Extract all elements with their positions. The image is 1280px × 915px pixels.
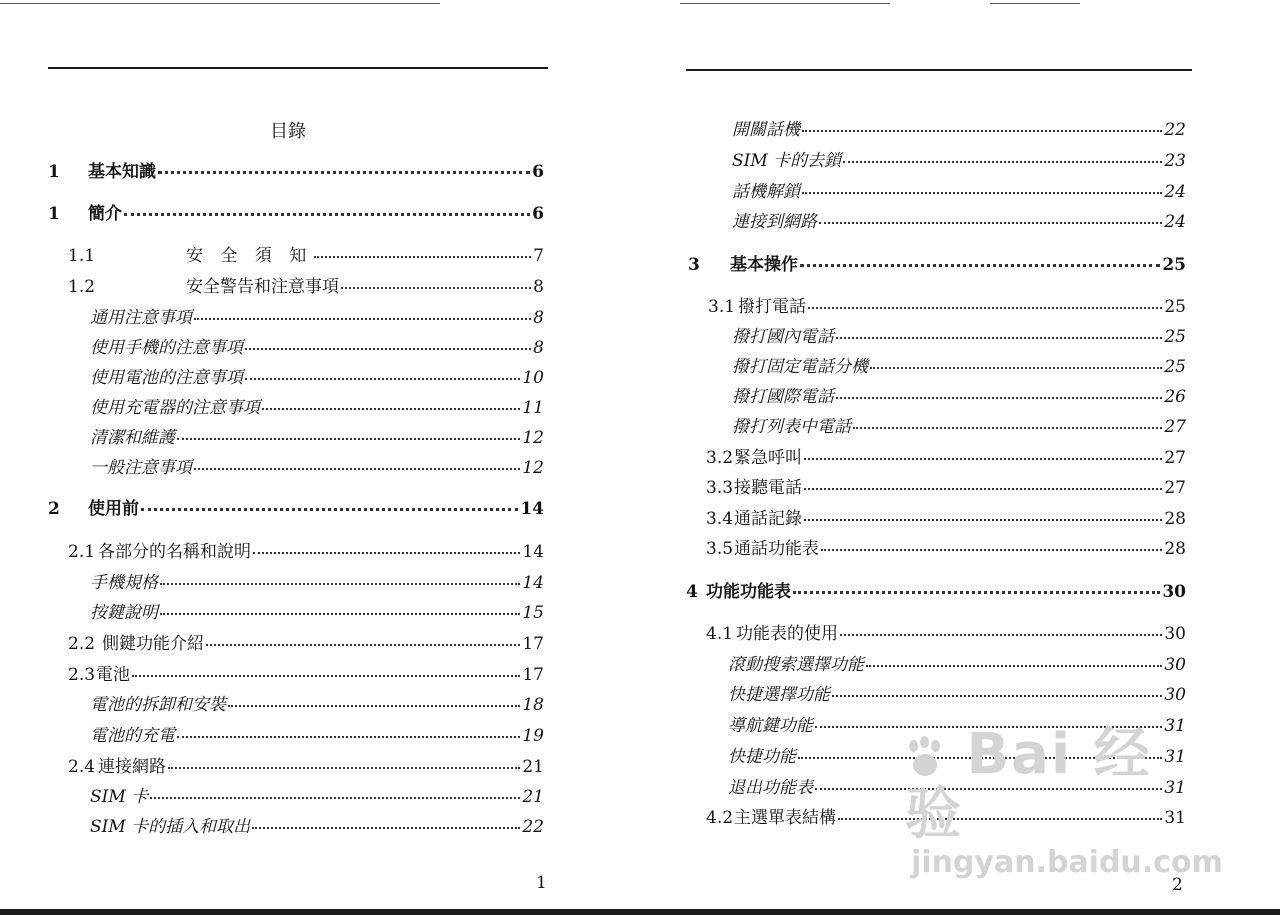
entry-page: 31 bbox=[1164, 716, 1186, 736]
entry-label: 功能功能表 bbox=[706, 582, 791, 602]
toc-entry[interactable] bbox=[48, 161, 544, 183]
baidu-watermark bbox=[905, 722, 1223, 880]
entry-page: 23 bbox=[1164, 151, 1186, 171]
entry-page: 25 bbox=[1164, 297, 1186, 317]
toc-entry[interactable] bbox=[90, 694, 544, 716]
entry-page: 26 bbox=[1164, 387, 1186, 407]
entry-page: 22 bbox=[522, 817, 544, 837]
entry-label: 撥打國內電話 bbox=[732, 327, 834, 347]
section-number: 2.4 bbox=[68, 757, 96, 777]
entry-label: 使用電池的注意事項 bbox=[90, 368, 243, 388]
dot-leader bbox=[262, 408, 520, 410]
dot-leader bbox=[141, 508, 518, 511]
section-number: 1.2 bbox=[68, 277, 96, 297]
entry-label: 簡介 bbox=[88, 204, 122, 224]
toc-entry[interactable] bbox=[68, 245, 544, 267]
toc-entry[interactable] bbox=[90, 367, 544, 389]
entry-page: 14 bbox=[522, 573, 544, 593]
entry-label: 緊急呼叫 bbox=[734, 448, 802, 468]
section-number: 4 bbox=[686, 582, 698, 602]
toc-entry[interactable] bbox=[728, 684, 1186, 706]
entry-label: 電池的拆卸和安裝 bbox=[90, 695, 226, 715]
dot-leader bbox=[808, 307, 1162, 309]
entry-page: 27 bbox=[1164, 478, 1186, 498]
toc-entry[interactable] bbox=[90, 397, 544, 419]
entry-page: 21 bbox=[522, 757, 544, 777]
entry-page: 31 bbox=[1164, 808, 1186, 828]
dot-leader bbox=[150, 797, 520, 799]
entry-page: 17 bbox=[522, 665, 544, 685]
entry-label: 撥打電話 bbox=[738, 297, 806, 317]
entry-page: 28 bbox=[1164, 539, 1186, 559]
toc-entry[interactable] bbox=[90, 307, 544, 329]
section-number: 3.5 bbox=[706, 539, 734, 559]
dot-leader bbox=[177, 438, 520, 440]
entry-page: 12 bbox=[522, 428, 544, 448]
dot-leader bbox=[804, 519, 1162, 521]
entry-page: 25 bbox=[1164, 327, 1186, 347]
entry-page: 17 bbox=[522, 634, 544, 654]
entry-label: 按鍵說明 bbox=[90, 603, 158, 623]
toc-entry[interactable] bbox=[728, 654, 1186, 676]
dot-leader bbox=[253, 552, 520, 554]
toc-entry[interactable] bbox=[68, 276, 544, 298]
toc-entry[interactable] bbox=[68, 756, 544, 778]
toc-entry[interactable] bbox=[732, 326, 1186, 348]
left-page bbox=[0, 0, 600, 915]
dot-leader bbox=[832, 695, 1162, 697]
entry-page: 15 bbox=[522, 603, 544, 623]
toc-entry[interactable] bbox=[48, 203, 544, 225]
entry-page: 30 bbox=[1164, 624, 1186, 644]
dot-leader bbox=[840, 634, 1162, 636]
toc-entry[interactable] bbox=[68, 633, 544, 655]
dot-leader bbox=[158, 171, 530, 174]
entry-page: 24 bbox=[1164, 212, 1186, 232]
entry-label: 導航鍵功能 bbox=[728, 716, 813, 736]
entry-label: 手機規格 bbox=[90, 573, 158, 593]
entry-label: SIM 卡 bbox=[90, 787, 149, 807]
dot-leader bbox=[853, 427, 1162, 429]
entry-page: 22 bbox=[1164, 120, 1186, 140]
section-number: 1 bbox=[48, 162, 60, 182]
toc-entry[interactable] bbox=[90, 572, 544, 594]
dot-leader bbox=[870, 367, 1162, 369]
entry-label: 電池的充電 bbox=[90, 726, 175, 746]
entry-label: 連接到網路 bbox=[732, 212, 817, 232]
toc-entry[interactable] bbox=[90, 337, 544, 359]
entry-label: 使用充電器的注意事項 bbox=[90, 398, 260, 418]
dot-leader bbox=[804, 488, 1162, 490]
dot-leader bbox=[843, 161, 1162, 163]
left-header-rule bbox=[48, 67, 548, 69]
dot-leader bbox=[252, 827, 520, 829]
toc-entry[interactable] bbox=[708, 296, 1186, 318]
entry-label: 使用前 bbox=[88, 499, 139, 519]
entry-label: 開關話機 bbox=[732, 120, 800, 140]
entry-page: 7 bbox=[533, 246, 544, 266]
entry-page: 8 bbox=[533, 308, 544, 328]
entry-page: 25 bbox=[1162, 255, 1186, 275]
entry-label: 通話記錄 bbox=[734, 509, 802, 529]
entry-page: 25 bbox=[1164, 357, 1186, 377]
entry-page: 31 bbox=[1164, 778, 1186, 798]
dot-leader bbox=[132, 675, 520, 677]
entry-page: 27 bbox=[1164, 448, 1186, 468]
entry-label: 電池 bbox=[96, 665, 130, 685]
entry-label: 主選單表結構 bbox=[734, 808, 836, 828]
dot-leader bbox=[160, 583, 520, 585]
entry-label: 側鍵功能介紹 bbox=[102, 634, 204, 654]
toc-entry[interactable] bbox=[732, 150, 1186, 172]
entry-page: 8 bbox=[533, 338, 544, 358]
entry-label: 安 全 須 知 bbox=[186, 246, 313, 266]
toc-entry[interactable] bbox=[706, 447, 1186, 469]
scan-bottom-edge bbox=[0, 909, 1280, 915]
toc-entry[interactable] bbox=[90, 816, 544, 838]
section-number: 3 bbox=[688, 255, 700, 275]
watermark-url: jingyan.baidu.com bbox=[911, 845, 1223, 880]
toc-entry[interactable] bbox=[732, 211, 1186, 233]
entry-page: 30 bbox=[1164, 655, 1186, 675]
entry-page: 28 bbox=[1164, 509, 1186, 529]
entry-label: 話機解鎖 bbox=[732, 182, 800, 202]
entry-page: 18 bbox=[522, 695, 544, 715]
entry-page: 30 bbox=[1162, 582, 1186, 602]
section-number: 3.1 bbox=[708, 297, 736, 317]
entry-label: 撥打列表中電話 bbox=[732, 417, 851, 437]
entry-label: 快捷功能 bbox=[728, 747, 796, 767]
dot-leader bbox=[194, 468, 520, 470]
section-number: 2.2 bbox=[68, 634, 96, 654]
section-number: 2.3 bbox=[68, 665, 96, 685]
entry-label: SIM 卡的插入和取出 bbox=[90, 817, 251, 837]
dot-leader bbox=[341, 287, 531, 289]
watermark-brand bbox=[905, 722, 1195, 847]
page-number-right: 2 bbox=[1172, 875, 1183, 895]
section-number: 2.1 bbox=[68, 542, 96, 562]
dot-leader bbox=[819, 222, 1162, 224]
dot-leader bbox=[245, 348, 531, 350]
watermark-brand-text: Bai 经验 bbox=[905, 722, 1152, 847]
entry-page: 11 bbox=[522, 398, 544, 418]
toc-entry[interactable] bbox=[706, 477, 1186, 499]
entry-page: 24 bbox=[1164, 182, 1186, 202]
entry-label: 各部分的名稱和說明 bbox=[98, 542, 251, 562]
toc-title: 目錄 bbox=[270, 121, 306, 142]
toc-entry[interactable] bbox=[90, 725, 544, 747]
entry-page: 6 bbox=[532, 204, 544, 224]
toc-entry[interactable] bbox=[90, 786, 544, 808]
dot-leader bbox=[206, 644, 520, 646]
entry-label: 安全警告和注意事項 bbox=[186, 277, 339, 297]
right-header-rule bbox=[686, 69, 1192, 71]
entry-label: 通話功能表 bbox=[734, 539, 819, 559]
entry-label: 基本知識 bbox=[88, 162, 156, 182]
paw-icon bbox=[905, 736, 945, 780]
entry-label: 快捷選擇功能 bbox=[728, 685, 830, 705]
toc-entry[interactable] bbox=[48, 498, 544, 520]
entry-page: 19 bbox=[522, 726, 544, 746]
toc-entry[interactable] bbox=[732, 181, 1186, 203]
entry-label: SIM 卡的去鎖 bbox=[732, 151, 842, 171]
entry-page: 14 bbox=[520, 499, 544, 519]
toc-entry[interactable] bbox=[90, 427, 544, 449]
toc-entry[interactable] bbox=[732, 356, 1186, 378]
entry-label: 退出功能表 bbox=[728, 778, 813, 798]
toc-entry[interactable] bbox=[686, 581, 1186, 603]
page-number-left: 1 bbox=[536, 873, 547, 893]
section-number: 2 bbox=[48, 499, 60, 519]
toc-entry[interactable] bbox=[706, 508, 1186, 530]
entry-label: 接聽電話 bbox=[734, 478, 802, 498]
dot-leader bbox=[802, 192, 1162, 194]
section-number: 3.3 bbox=[706, 478, 734, 498]
dot-leader bbox=[800, 264, 1160, 267]
entry-label: 撥打固定電話分機 bbox=[732, 357, 868, 377]
toc-entry[interactable] bbox=[706, 538, 1186, 560]
dot-leader bbox=[168, 767, 520, 769]
dot-leader bbox=[228, 705, 520, 707]
entry-page: 21 bbox=[522, 787, 544, 807]
toc-entry[interactable] bbox=[732, 386, 1186, 408]
toc-entry[interactable] bbox=[688, 254, 1186, 276]
toc-entry[interactable] bbox=[732, 119, 1186, 141]
dot-leader bbox=[793, 591, 1160, 594]
dot-leader bbox=[124, 213, 530, 216]
dot-leader bbox=[177, 736, 520, 738]
section-number: 4.1 bbox=[706, 624, 734, 644]
entry-label: 通用注意事項 bbox=[90, 308, 192, 328]
entry-page: 10 bbox=[522, 368, 544, 388]
entry-page: 6 bbox=[532, 162, 544, 182]
entry-label: 連接網路 bbox=[98, 757, 166, 777]
toc-entry[interactable] bbox=[90, 602, 544, 624]
section-number: 1 bbox=[48, 204, 60, 224]
dot-leader bbox=[194, 318, 531, 320]
entry-label: 基本操作 bbox=[730, 255, 798, 275]
entry-page: 30 bbox=[1164, 685, 1186, 705]
dot-leader bbox=[866, 665, 1162, 667]
entry-page: 31 bbox=[1164, 747, 1186, 767]
dot-leader bbox=[160, 613, 520, 615]
entry-label: 滾動搜索選擇功能 bbox=[728, 655, 864, 675]
entry-label: 撥打國際電話 bbox=[732, 387, 834, 407]
toc-entry[interactable] bbox=[706, 623, 1186, 645]
toc-entry[interactable] bbox=[68, 664, 544, 686]
section-number: 4.2 bbox=[706, 808, 734, 828]
entry-label: 功能表的使用 bbox=[736, 624, 838, 644]
dot-leader bbox=[804, 458, 1162, 460]
dot-leader bbox=[836, 337, 1162, 339]
dot-leader bbox=[314, 256, 531, 258]
toc-entry[interactable] bbox=[68, 541, 544, 563]
section-number: 1.1 bbox=[68, 246, 96, 266]
dot-leader bbox=[836, 397, 1162, 399]
entry-page: 12 bbox=[522, 458, 544, 478]
dot-leader bbox=[821, 549, 1162, 551]
section-number: 3.2 bbox=[706, 448, 734, 468]
entry-page: 8 bbox=[533, 277, 544, 297]
entry-label: 使用手機的注意事項 bbox=[90, 338, 243, 358]
dot-leader bbox=[802, 130, 1162, 132]
entry-page: 14 bbox=[522, 542, 544, 562]
toc-entry[interactable] bbox=[732, 416, 1186, 438]
dot-leader bbox=[245, 378, 520, 380]
toc-entry[interactable] bbox=[90, 457, 544, 479]
entry-page: 27 bbox=[1164, 417, 1186, 437]
entry-label: 清潔和維護 bbox=[90, 428, 175, 448]
section-number: 3.4 bbox=[706, 509, 734, 529]
entry-label: 一般注意事項 bbox=[90, 458, 192, 478]
